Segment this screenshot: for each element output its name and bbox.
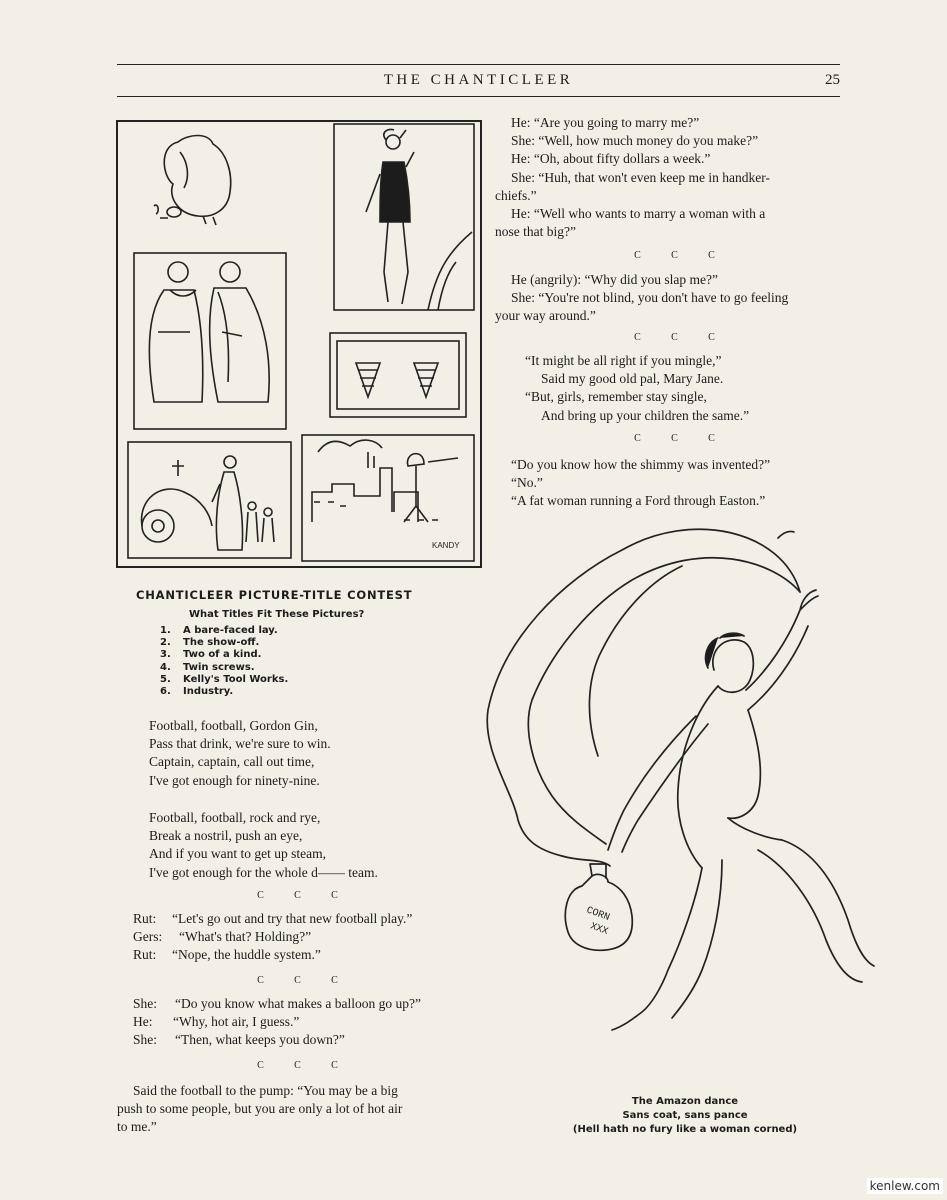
football-pump-joke: Said the football to the pump: “You may be a big push to some people, but you are only a lot of hot air to me.” [117, 1083, 403, 1135]
section-separator: C C C [634, 250, 715, 261]
contest-question: What Titles Fit These Pictures? [189, 609, 365, 620]
section-separator: C C C [634, 433, 715, 444]
page-number: 25 [825, 72, 840, 88]
running-title: THE CHANTICLEER [383, 72, 574, 88]
marry-me-joke: He: “Are you going to marry me?” She: “Well, how much money do you make?” He: “Oh, about fifty dollars a week.” She: “Huh, that won't even keep me in handker- chiefs.” He: “Well who wants to marry a woman with a nose that big?” [495, 115, 770, 240]
section-separator: C C C [634, 332, 715, 343]
football-poem-2: Football, football, rock and rye, Break a nostril, push an eye, And if you want to get up steam, I've got enough for the whole d—— team. [149, 810, 378, 880]
contest-item: 1. A bare-faced lay. [160, 625, 278, 636]
contest-item: 3. Two of a kind. [160, 649, 262, 661]
jug-label-xxx: XXX [588, 921, 610, 938]
section-separator: C C C [257, 890, 338, 901]
header-rule-bottom [117, 96, 840, 97]
dialog-row: Rut: “Nope, the huddle system.” [133, 947, 321, 963]
dialog-row: She: “Do you know what makes a balloon go up?” [133, 996, 421, 1011]
contest-item: 6. Industry. [160, 686, 234, 698]
watermark: kenlew.com [867, 1178, 943, 1194]
artist-signature: KANDY [432, 541, 460, 550]
contest-item: 4. Twin screws. [160, 661, 255, 673]
picture-grid-art [118, 122, 480, 566]
shimmy-joke: “Do you know how the shimmy was invented?” “No.” “A fat woman running a Ford through Easton.” [511, 457, 771, 509]
amazon-dance-illustration [482, 520, 882, 1080]
header-rule-top [117, 64, 840, 65]
section-separator: C C C [257, 1060, 338, 1071]
jug-label-corn: CORN [584, 905, 611, 924]
picture-grid [116, 120, 482, 568]
dialog-row: He: “Why, hot air, I guess.” [133, 1014, 300, 1030]
contest-title: CHANTICLEER PICTURE-TITLE CONTEST [136, 588, 413, 602]
mary-jane-poem: “It might be all right if you mingle,” Said my good old pal, Mary Jane. “But, girls, remember stay single, And bring up your children the same.” [525, 353, 750, 423]
football-poem-1: Football, football, Gordon Gin, Pass that drink, we're sure to win. Captain, captain, call out time, I've got enough for ninety-nine. [149, 718, 331, 788]
contest-item: 5. Kelly's Tool Works. [160, 673, 289, 685]
balloon-joke [133, 995, 421, 1050]
section-separator: C C C [257, 975, 338, 986]
illustration-caption: The Amazon dance Sans coat, sans pance (Hell hath no fury like a woman corned) [572, 1096, 798, 1135]
slap-joke: He (angrily): “Why did you slap me?” She: “You're not blind, you don't have to go feeling your way around.” [495, 272, 789, 324]
contest-item: 2. The show-off. [160, 637, 260, 649]
dialog-row: Gers: “What's that? Holding?” [133, 929, 312, 945]
rut-gers-joke [133, 910, 412, 965]
dialog-row: Rut: “Let's go out and try that new football play.” [133, 911, 413, 926]
dialog-row: She: “Then, what keeps you down?” [133, 1032, 345, 1048]
contest-list [160, 625, 288, 698]
